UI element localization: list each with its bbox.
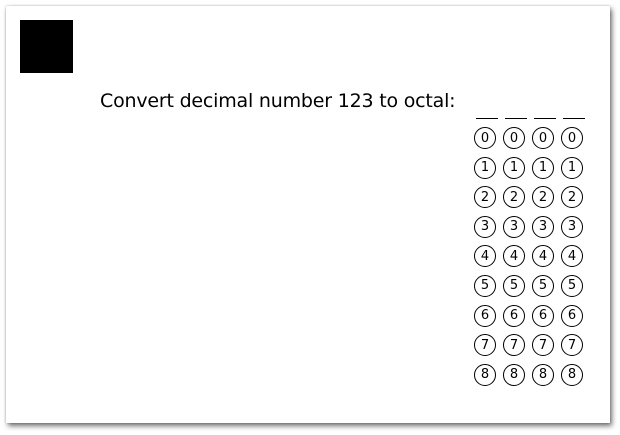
- bubble-col1-digit-7[interactable]: 7: [474, 334, 496, 356]
- bubble-col3-digit-6[interactable]: 6: [532, 305, 554, 327]
- bubble-col1-digit-5[interactable]: 5: [474, 275, 496, 297]
- bubble-col4-digit-0[interactable]: 0: [561, 127, 583, 149]
- bubble-col3-digit-2[interactable]: 2: [532, 186, 554, 208]
- bubble-col1-digit-6[interactable]: 6: [474, 305, 496, 327]
- answer-blank-4[interactable]: [563, 106, 585, 119]
- bubble-col1-digit-4[interactable]: 4: [474, 245, 496, 267]
- bubble-col3-digit-0[interactable]: 0: [532, 127, 554, 149]
- answer-blanks: [476, 106, 598, 120]
- bubble-col2-digit-2[interactable]: 2: [503, 186, 525, 208]
- bubble-col4-digit-4[interactable]: 4: [561, 245, 583, 267]
- answer-bubble-grid: [474, 106, 598, 386]
- bubble-row-6: [474, 305, 598, 327]
- bubble-col4-digit-6[interactable]: 6: [561, 305, 583, 327]
- answer-sheet: [6, 6, 610, 423]
- bubble-row-1: [474, 157, 598, 179]
- bubble-col1-digit-0[interactable]: 0: [474, 127, 496, 149]
- bubble-col1-digit-8[interactable]: 8: [474, 364, 496, 386]
- bubble-col2-digit-6[interactable]: 6: [503, 305, 525, 327]
- bubble-col2-digit-7[interactable]: 7: [503, 334, 525, 356]
- bubble-col1-digit-1[interactable]: 1: [474, 157, 496, 179]
- bubble-rows: [474, 127, 598, 386]
- bubble-row-0: [474, 127, 598, 149]
- bubble-row-2: [474, 186, 598, 208]
- bubble-col2-digit-0[interactable]: 0: [503, 127, 525, 149]
- answer-blank-1[interactable]: [476, 106, 498, 119]
- bubble-col2-digit-1[interactable]: 1: [503, 157, 525, 179]
- bubble-col1-digit-3[interactable]: 3: [474, 216, 496, 238]
- bubble-row-5: [474, 275, 598, 297]
- bubble-col3-digit-5[interactable]: 5: [532, 275, 554, 297]
- bubble-col3-digit-1[interactable]: 1: [532, 157, 554, 179]
- bubble-col4-digit-2[interactable]: 2: [561, 186, 583, 208]
- bubble-col1-digit-2[interactable]: 2: [474, 186, 496, 208]
- bubble-row-4: [474, 245, 598, 267]
- bubble-col4-digit-8[interactable]: 8: [561, 364, 583, 386]
- bubble-col3-digit-7[interactable]: 7: [532, 334, 554, 356]
- bubble-col2-digit-8[interactable]: 8: [503, 364, 525, 386]
- bubble-col3-digit-4[interactable]: 4: [532, 245, 554, 267]
- bubble-col2-digit-4[interactable]: 4: [503, 245, 525, 267]
- bubble-row-3: [474, 216, 598, 238]
- bubble-row-7: [474, 334, 598, 356]
- bubble-col4-digit-5[interactable]: 5: [561, 275, 583, 297]
- bubble-row-8: [474, 364, 598, 386]
- bubble-col2-digit-5[interactable]: 5: [503, 275, 525, 297]
- bubble-col4-digit-7[interactable]: 7: [561, 334, 583, 356]
- answer-blank-3[interactable]: [534, 106, 556, 119]
- bubble-col3-digit-3[interactable]: 3: [532, 216, 554, 238]
- bubble-col4-digit-3[interactable]: 3: [561, 216, 583, 238]
- bubble-col2-digit-3[interactable]: 3: [503, 216, 525, 238]
- bubble-col3-digit-8[interactable]: 8: [532, 364, 554, 386]
- question-text: Convert decimal number 123 to octal:: [100, 90, 456, 112]
- answer-blank-2[interactable]: [505, 106, 527, 119]
- registration-marker: [20, 20, 73, 73]
- bubble-col4-digit-1[interactable]: 1: [561, 157, 583, 179]
